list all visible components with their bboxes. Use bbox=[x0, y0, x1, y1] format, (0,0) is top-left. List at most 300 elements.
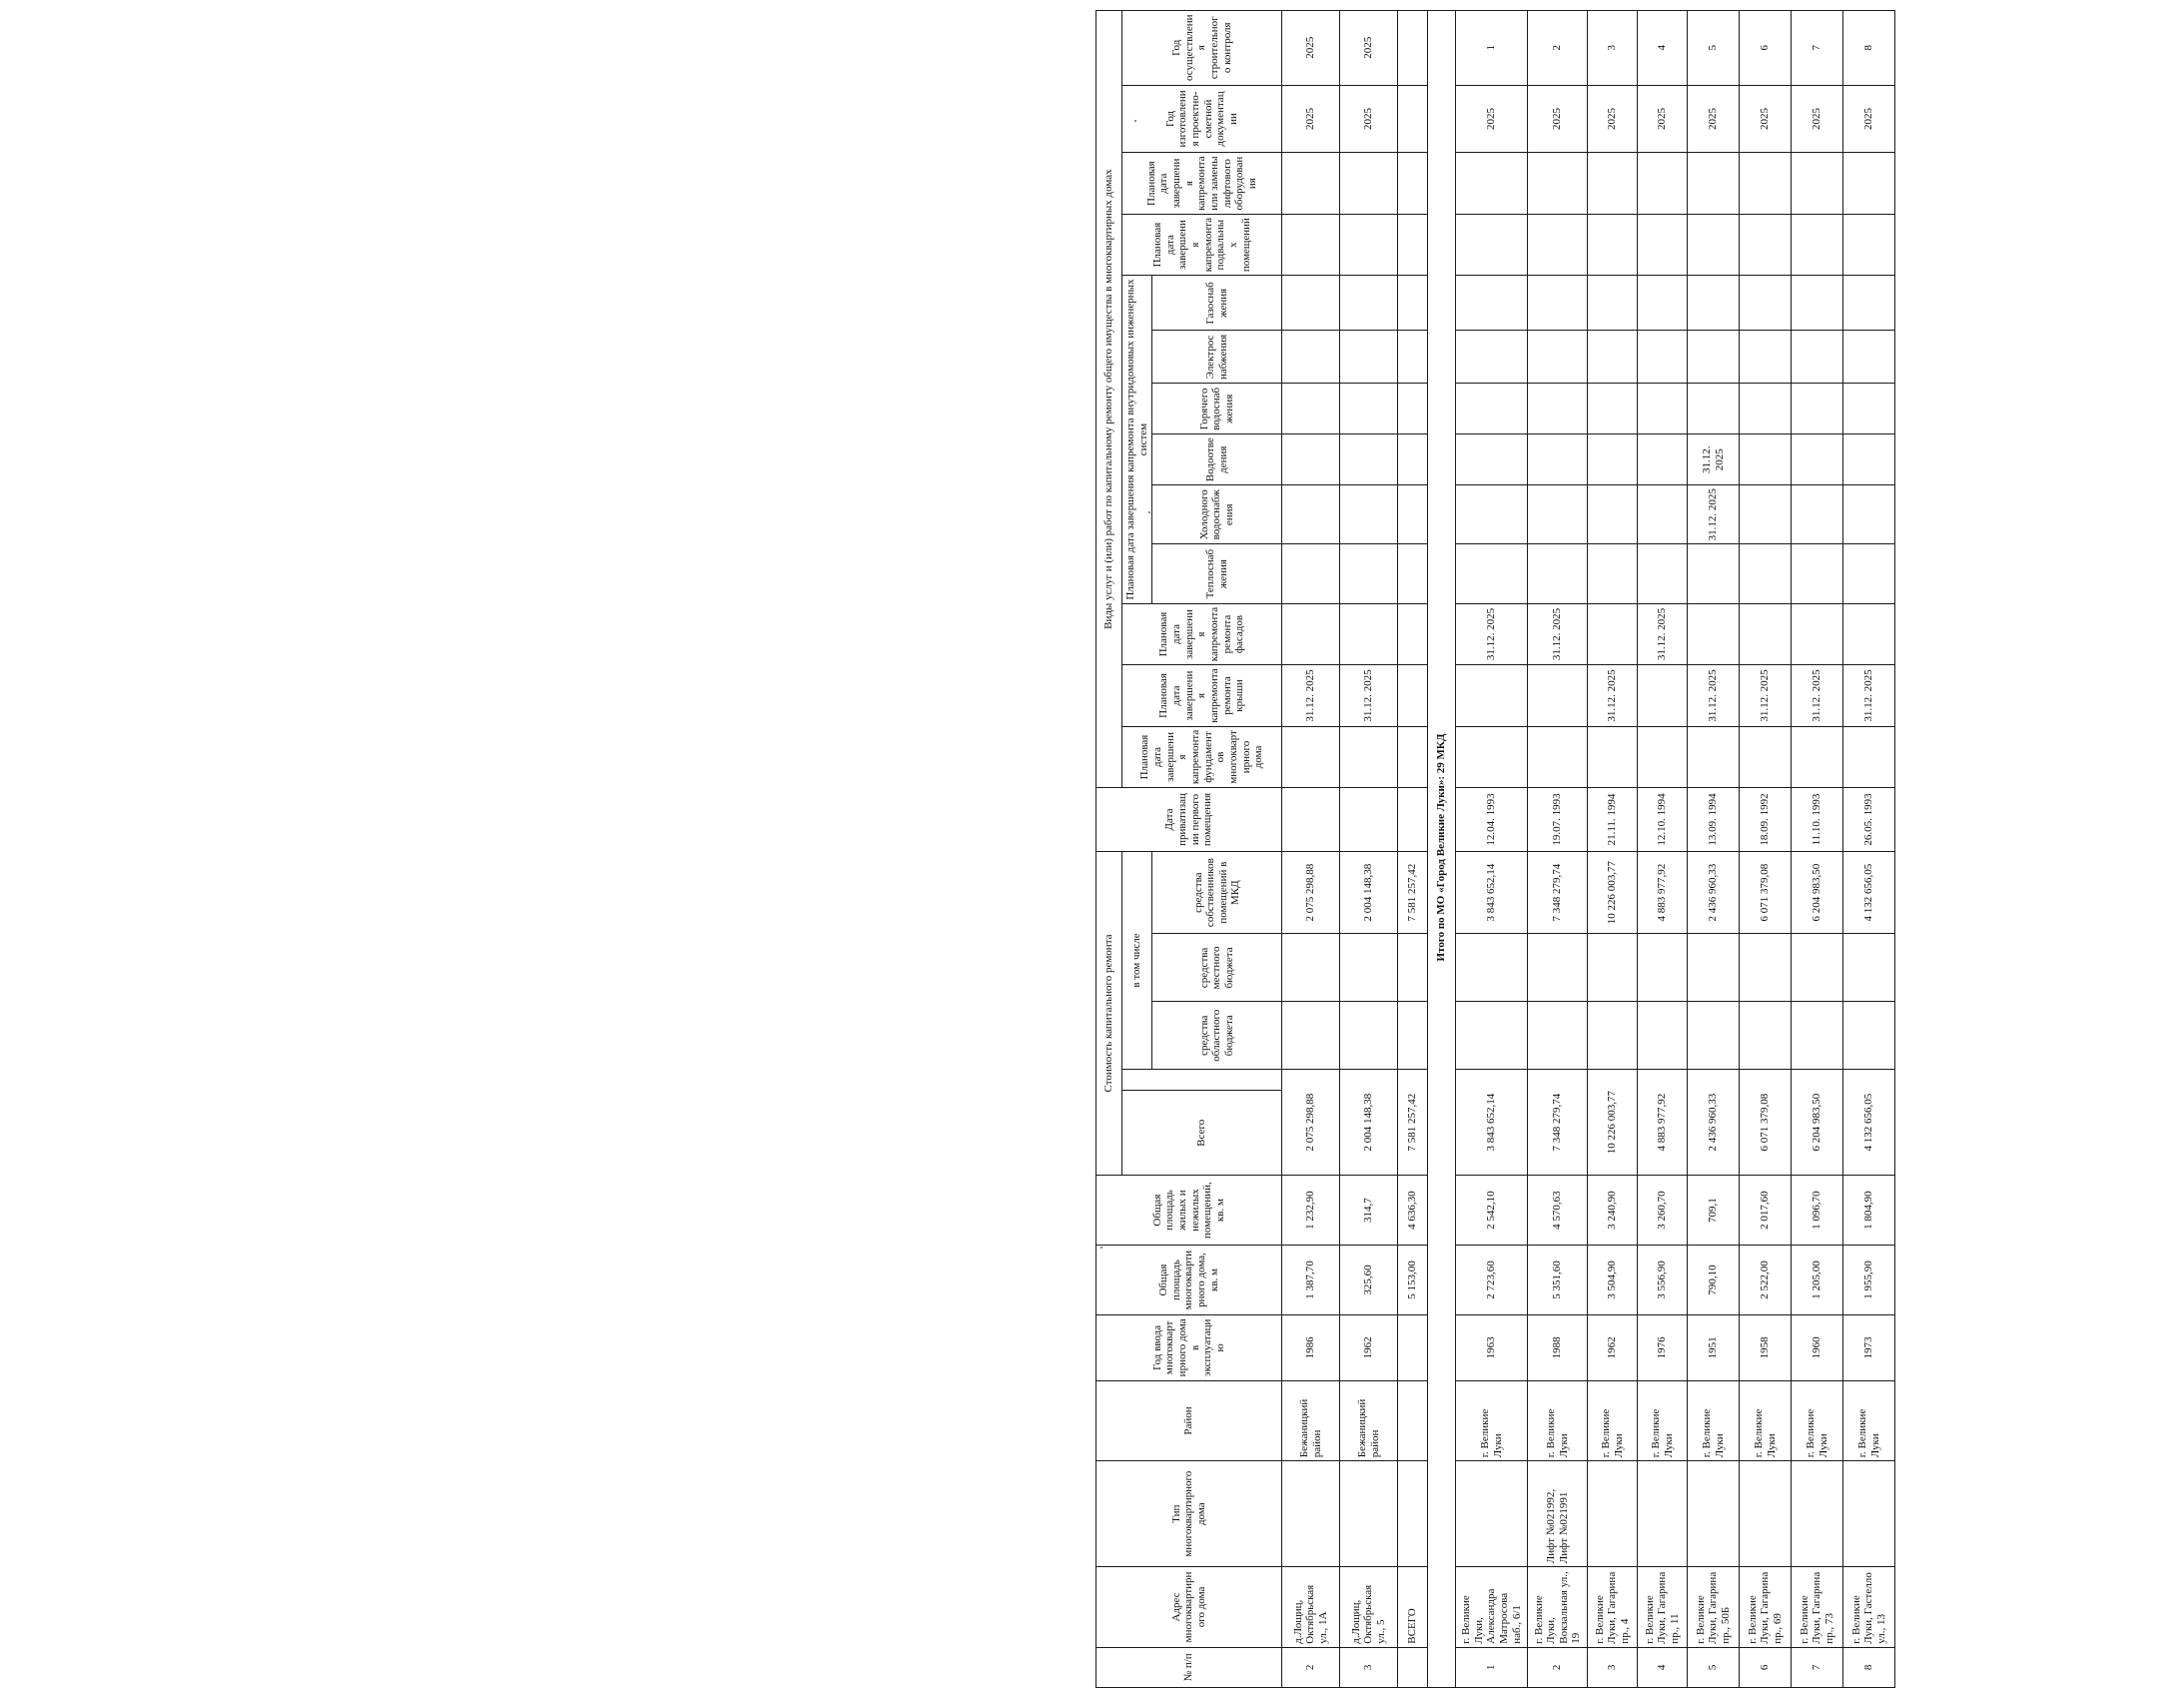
cell-year: 1986 bbox=[1282, 1315, 1340, 1381]
cell-design-year: 2025 bbox=[1740, 85, 1792, 153]
header-elevator: Плановая дата завершения капремонта или замены лифтового оборудования bbox=[1122, 153, 1282, 214]
cell-drainage bbox=[1843, 434, 1895, 485]
header-drainage: Водоотведения bbox=[1152, 434, 1282, 485]
cell-heat bbox=[1688, 544, 1740, 603]
cell-foundation bbox=[1456, 726, 1528, 787]
cell-local bbox=[1688, 934, 1740, 1002]
cell-control-year: 1 bbox=[1456, 11, 1528, 86]
cell-regional bbox=[1740, 1002, 1792, 1070]
table-row bbox=[1588, 11, 1638, 1688]
cell-cost-total: 4 132 656,05 bbox=[1843, 1070, 1895, 1176]
cell-elevator bbox=[1843, 153, 1895, 214]
cell-elevator bbox=[1282, 153, 1340, 214]
cell-foundation bbox=[1638, 726, 1688, 787]
cell-district: г. Великие Луки bbox=[1456, 1380, 1528, 1461]
cell-owners: 10 226 003,77 bbox=[1588, 851, 1638, 934]
header-year-built: Год ввода многоквартирного дома в эксплуатацию bbox=[1096, 1315, 1282, 1381]
header-group-engineering: Плановая дата завершения капремонта внутридомовых инженерных систем bbox=[1122, 276, 1152, 604]
cell-owners: 2 436 960,33 bbox=[1688, 851, 1740, 934]
cell-design-year: 2025 bbox=[1456, 85, 1528, 153]
header-hot-water: Горячего водоснабжения bbox=[1152, 384, 1282, 434]
table-body bbox=[1282, 11, 1895, 1688]
header-basement: Плановая дата завершения капремонта подвальных помещений bbox=[1122, 214, 1282, 275]
cell-num: 5 bbox=[1688, 1647, 1740, 1687]
cell-roof: 31.12. 2025 bbox=[1340, 665, 1398, 726]
cell-privatization bbox=[1340, 788, 1398, 852]
cell-num: 2 bbox=[1528, 1647, 1588, 1687]
cell-roof: 31.12. 2025 bbox=[1282, 665, 1340, 726]
cell-year: 1963 bbox=[1456, 1315, 1528, 1381]
cell-cold-water bbox=[1638, 485, 1688, 544]
cell-year: 1988 bbox=[1528, 1315, 1588, 1381]
header-group-works: Виды услуг и (или) работ по капитальному ремонту общего имущества в многоквартирных домах bbox=[1096, 11, 1122, 788]
cell-living-area: 3 260,70 bbox=[1638, 1176, 1688, 1246]
cell-cold-water bbox=[1792, 485, 1843, 544]
table-row bbox=[1282, 11, 1340, 1688]
cell-type bbox=[1843, 1461, 1895, 1567]
cell-gas bbox=[1843, 276, 1895, 331]
table-header bbox=[1096, 11, 1282, 1688]
cell-num: 8 bbox=[1843, 1647, 1895, 1687]
cell-roof: 31.12. 2025 bbox=[1843, 665, 1895, 726]
cell-year: 1960 bbox=[1792, 1315, 1843, 1381]
cell-living-area: 2 017,60 bbox=[1740, 1176, 1792, 1246]
cell-cost-total: 7 348 279,74 bbox=[1528, 1070, 1588, 1176]
header-group-cost: Стоимость капитального ремонта bbox=[1096, 851, 1122, 1175]
cell-foundation bbox=[1688, 726, 1740, 787]
header-control-year: Год осуществления строительного контроля bbox=[1122, 11, 1282, 86]
cell-facade bbox=[1740, 603, 1792, 664]
cell-basement bbox=[1792, 214, 1843, 275]
cell-local bbox=[1740, 934, 1792, 1002]
cell-electric bbox=[1688, 331, 1740, 384]
cell-hot-water bbox=[1340, 384, 1398, 434]
header-cold-water: Холодного водоснабжения bbox=[1152, 485, 1282, 544]
cell-foundation bbox=[1528, 726, 1588, 787]
cell-cost-total: 2 004 148,38 bbox=[1340, 1070, 1398, 1176]
cell-gas bbox=[1528, 276, 1588, 331]
cell-privatization: 18.09. 1992 bbox=[1740, 788, 1792, 852]
cell-total-area: 325,60 bbox=[1340, 1246, 1398, 1315]
cell-local bbox=[1638, 934, 1688, 1002]
cell-district: Бежаницкий район bbox=[1282, 1380, 1340, 1461]
scan-speck bbox=[1134, 120, 1136, 122]
cell-total-area: 2 723,60 bbox=[1456, 1246, 1528, 1315]
cell-gas bbox=[1740, 276, 1792, 331]
cell-facade: 31.12. 2025 bbox=[1638, 603, 1688, 664]
cell-hot-water bbox=[1740, 384, 1792, 434]
cell-roof bbox=[1528, 665, 1588, 726]
header-num: № п/п bbox=[1096, 1647, 1282, 1687]
cell-regional bbox=[1688, 1002, 1740, 1070]
cell-address: г. Великие Луки, Вокзальная ул., 19 bbox=[1528, 1567, 1588, 1648]
cell-basement bbox=[1282, 214, 1340, 275]
cell-regional bbox=[1588, 1002, 1638, 1070]
cell-local bbox=[1340, 934, 1398, 1002]
cell-cost-total: 3 843 652,14 bbox=[1456, 1070, 1528, 1176]
table-row bbox=[1740, 11, 1792, 1688]
cell-address: д.Лощиц, Октябрьская ул., 5 bbox=[1340, 1567, 1398, 1648]
capital-repair-register bbox=[1095, 10, 1895, 1688]
cell-total-area: 1 205,00 bbox=[1792, 1246, 1843, 1315]
cell-num: 3 bbox=[1340, 1647, 1398, 1687]
cell-roof bbox=[1638, 665, 1688, 726]
cell-control-year: 2025 bbox=[1340, 11, 1398, 86]
cell-local bbox=[1528, 934, 1588, 1002]
header-facade: Плановая дата завершения капремонта ремонта фасадов bbox=[1122, 603, 1282, 664]
cell-elevator bbox=[1638, 153, 1688, 214]
cell-living-area: 709,1 bbox=[1688, 1176, 1740, 1246]
cell-electric bbox=[1456, 331, 1528, 384]
cell-living-area: 1 232,90 bbox=[1282, 1176, 1340, 1246]
cell-num: 1 bbox=[1456, 1647, 1528, 1687]
cell-owners: 2 004 148,38 bbox=[1340, 851, 1398, 934]
header-electric: Электроснабжения bbox=[1152, 331, 1282, 384]
table-row bbox=[1688, 11, 1740, 1688]
cell-drainage bbox=[1588, 434, 1638, 485]
cell-local bbox=[1588, 934, 1638, 1002]
table-row bbox=[1638, 11, 1688, 1688]
cell-basement bbox=[1456, 214, 1528, 275]
cell-owners: 6 071 379,08 bbox=[1740, 851, 1792, 934]
cell-cold-water bbox=[1282, 485, 1340, 544]
cell-drainage bbox=[1792, 434, 1843, 485]
cell-heat bbox=[1340, 544, 1398, 603]
cell-district: г. Великие Луки bbox=[1638, 1380, 1688, 1461]
cell-basement bbox=[1843, 214, 1895, 275]
cell-foundation bbox=[1843, 726, 1895, 787]
cell-design-year: 2025 bbox=[1638, 85, 1688, 153]
cell-gas bbox=[1588, 276, 1638, 331]
cell-basement bbox=[1740, 214, 1792, 275]
cell-local bbox=[1792, 934, 1843, 1002]
cell-design-year: 2025 bbox=[1843, 85, 1895, 153]
header-type: Тип многоквартирного дома bbox=[1096, 1461, 1282, 1567]
cell-privatization: 13.09. 1994 bbox=[1688, 788, 1740, 852]
cell-roof bbox=[1456, 665, 1528, 726]
cell-living-area: 4 570,63 bbox=[1528, 1176, 1588, 1246]
cell-design-year: 2025 bbox=[1528, 85, 1588, 153]
header-roof: Плановая дата завершения капремонта ремонта крыши bbox=[1122, 665, 1282, 726]
cell-district: г. Великие Луки bbox=[1792, 1380, 1843, 1461]
living-area-sum: 4 636,30 bbox=[1398, 1176, 1428, 1246]
header-privatization: Дата приватизации первого помещения bbox=[1096, 788, 1282, 852]
cell-facade bbox=[1688, 603, 1740, 664]
cell-total-area: 1 955,90 bbox=[1843, 1246, 1895, 1315]
scan-speck bbox=[1148, 511, 1150, 513]
cell-facade bbox=[1282, 603, 1340, 664]
section-title: Итого по МО «Город Великие Луки»: 29 МКД bbox=[1428, 11, 1456, 1688]
cell-privatization: 19.07. 1993 bbox=[1528, 788, 1588, 852]
owners-sum: 7 581 257,42 bbox=[1398, 851, 1428, 934]
table-row bbox=[1456, 11, 1528, 1688]
cell-facade bbox=[1588, 603, 1638, 664]
cell-design-year: 2025 bbox=[1588, 85, 1638, 153]
cell-address: г. Великие Луки, Александра Матросова наб., 6/1 bbox=[1456, 1567, 1528, 1648]
cell-cost-total: 6 204 983,50 bbox=[1792, 1070, 1843, 1176]
cell-total-area: 3 504,90 bbox=[1588, 1246, 1638, 1315]
cell-drainage bbox=[1740, 434, 1792, 485]
cell-basement bbox=[1528, 214, 1588, 275]
cell-regional bbox=[1792, 1002, 1843, 1070]
cell-num: 4 bbox=[1638, 1647, 1688, 1687]
cell-type bbox=[1638, 1461, 1688, 1567]
cell-district: г. Великие Луки bbox=[1528, 1380, 1588, 1461]
cell-cost-total: 6 071 379,08 bbox=[1740, 1070, 1792, 1176]
total-label: ВСЕГО bbox=[1398, 1567, 1428, 1648]
table-row bbox=[1792, 11, 1843, 1688]
cell-district: г. Великие Луки bbox=[1588, 1380, 1638, 1461]
header-owners: средства собственников помещений в МКД bbox=[1152, 851, 1282, 934]
cell-hot-water bbox=[1638, 384, 1688, 434]
cell-drainage bbox=[1340, 434, 1398, 485]
cell-privatization bbox=[1282, 788, 1340, 852]
cell-heat bbox=[1588, 544, 1638, 603]
cell-gas bbox=[1456, 276, 1528, 331]
cell-year: 1951 bbox=[1688, 1315, 1740, 1381]
cell-facade bbox=[1792, 603, 1843, 664]
total-row bbox=[1398, 11, 1428, 1688]
cell-cold-water bbox=[1588, 485, 1638, 544]
cell-foundation bbox=[1340, 726, 1398, 787]
cell-elevator bbox=[1340, 153, 1398, 214]
cell-district: г. Великие Луки bbox=[1843, 1380, 1895, 1461]
cell-regional bbox=[1456, 1002, 1528, 1070]
cell-regional bbox=[1282, 1002, 1340, 1070]
cell-cold-water: 31.12. 2025 bbox=[1688, 485, 1740, 544]
cell-year: 1962 bbox=[1340, 1315, 1398, 1381]
cell-heat bbox=[1843, 544, 1895, 603]
cell-design-year: 2025 bbox=[1340, 85, 1398, 153]
cell-basement bbox=[1638, 214, 1688, 275]
cell-privatization: 12.04. 1993 bbox=[1456, 788, 1528, 852]
cell-cost-total: 2 075 298,88 bbox=[1282, 1070, 1340, 1176]
cell-address: г. Великие Луки, Гастелло ул., 13 bbox=[1843, 1567, 1895, 1648]
cell-control-year: 4 bbox=[1638, 11, 1688, 86]
cell-type: Лифт №021992, Лифт №021991 bbox=[1528, 1461, 1588, 1567]
section-header-row bbox=[1428, 11, 1456, 1688]
cell-drainage bbox=[1528, 434, 1588, 485]
cell-owners: 4 132 656,05 bbox=[1843, 851, 1895, 934]
cell-electric bbox=[1340, 331, 1398, 384]
cell-privatization: 26.05. 1993 bbox=[1843, 788, 1895, 852]
cell-owners: 2 075 298,88 bbox=[1282, 851, 1340, 934]
cell-cold-water bbox=[1843, 485, 1895, 544]
cell-electric bbox=[1282, 331, 1340, 384]
cell-year: 1958 bbox=[1740, 1315, 1792, 1381]
cell-elevator bbox=[1740, 153, 1792, 214]
cell-electric bbox=[1528, 331, 1588, 384]
cell-design-year: 2025 bbox=[1688, 85, 1740, 153]
cell-type bbox=[1282, 1461, 1340, 1567]
cell-drainage bbox=[1282, 434, 1340, 485]
cell-roof: 31.12. 2025 bbox=[1740, 665, 1792, 726]
cell-facade bbox=[1843, 603, 1895, 664]
cell-electric bbox=[1843, 331, 1895, 384]
cell-heat bbox=[1456, 544, 1528, 603]
table-row bbox=[1528, 11, 1588, 1688]
header-address: Адрес многоквартирного дома bbox=[1096, 1567, 1282, 1648]
cell-type bbox=[1588, 1461, 1638, 1567]
cell-type bbox=[1456, 1461, 1528, 1567]
scan-speck bbox=[1100, 1247, 1102, 1249]
cell-cost-total: 10 226 003,77 bbox=[1588, 1070, 1638, 1176]
table-row bbox=[1340, 11, 1398, 1688]
cell-drainage: 31.12. 2025 bbox=[1688, 434, 1740, 485]
cell-total-area: 2 522,00 bbox=[1740, 1246, 1792, 1315]
cell-hot-water bbox=[1528, 384, 1588, 434]
cell-privatization: 11.10. 1993 bbox=[1792, 788, 1843, 852]
cell-local bbox=[1843, 934, 1895, 1002]
cell-num: 3 bbox=[1588, 1647, 1638, 1687]
header-total-area: Общая площадь многоквартирного дома, кв. м bbox=[1096, 1246, 1282, 1315]
cell-total-area: 1 387,70 bbox=[1282, 1246, 1340, 1315]
cell-heat bbox=[1792, 544, 1843, 603]
cell-elevator bbox=[1528, 153, 1588, 214]
cell-regional bbox=[1340, 1002, 1398, 1070]
cell-type bbox=[1792, 1461, 1843, 1567]
cell-cold-water bbox=[1740, 485, 1792, 544]
cell-roof: 31.12. 2025 bbox=[1792, 665, 1843, 726]
header-local: средства местного бюджета bbox=[1152, 934, 1282, 1002]
cell-gas bbox=[1340, 276, 1398, 331]
cell-elevator bbox=[1456, 153, 1528, 214]
cost-total-sum: 7 581 257,42 bbox=[1398, 1070, 1428, 1176]
table-row bbox=[1843, 11, 1895, 1688]
rotated-register-table bbox=[1095, 10, 2184, 1688]
header-heat: Теплоснабжения bbox=[1152, 544, 1282, 603]
cell-living-area: 314,7 bbox=[1340, 1176, 1398, 1246]
cell-facade: 31.12. 2025 bbox=[1456, 603, 1528, 664]
cell-year: 1962 bbox=[1588, 1315, 1638, 1381]
cell-district: Бежаницкий район bbox=[1340, 1380, 1398, 1461]
cell-hot-water bbox=[1456, 384, 1528, 434]
cell-total-area: 790,10 bbox=[1688, 1246, 1740, 1315]
cell-electric bbox=[1588, 331, 1638, 384]
cell-address: д.Лощиц, Октябрьская ул., 1А bbox=[1282, 1567, 1340, 1648]
cell-owners: 4 883 977,92 bbox=[1638, 851, 1688, 934]
cell-control-year: 6 bbox=[1740, 11, 1792, 86]
cell-heat bbox=[1528, 544, 1588, 603]
cell-living-area: 1 804,90 bbox=[1843, 1176, 1895, 1246]
cell-gas bbox=[1792, 276, 1843, 331]
cell-facade: 31.12. 2025 bbox=[1528, 603, 1588, 664]
cell-local bbox=[1456, 934, 1528, 1002]
cell-control-year: 7 bbox=[1792, 11, 1843, 86]
cell-privatization: 21.11. 1994 bbox=[1588, 788, 1638, 852]
cell-control-year: 2 bbox=[1528, 11, 1588, 86]
cell-electric bbox=[1740, 331, 1792, 384]
cell-control-year: 3 bbox=[1588, 11, 1638, 86]
cell-foundation bbox=[1588, 726, 1638, 787]
cell-heat bbox=[1282, 544, 1340, 603]
cell-type bbox=[1740, 1461, 1792, 1567]
header-blank-spacer bbox=[1122, 1070, 1282, 1091]
header-cost-total: Всего bbox=[1122, 1091, 1282, 1176]
cell-owners: 7 348 279,74 bbox=[1528, 851, 1588, 934]
header-design-year: Год изготовления проектно-сметной документации bbox=[1122, 85, 1282, 153]
header-gas: Газоснабжения bbox=[1152, 276, 1282, 331]
cell-address: г. Великие Луки, Гагарина пр., 73 bbox=[1792, 1567, 1843, 1648]
cell-cold-water bbox=[1456, 485, 1528, 544]
cell-cold-water bbox=[1340, 485, 1398, 544]
cell-design-year: 2025 bbox=[1282, 85, 1340, 153]
cell-foundation bbox=[1792, 726, 1843, 787]
cell-regional bbox=[1843, 1002, 1895, 1070]
cell-facade bbox=[1340, 603, 1398, 664]
cell-address: г. Великие Луки, Гагарина пр., 50Б bbox=[1688, 1567, 1740, 1648]
cell-control-year: 8 bbox=[1843, 11, 1895, 86]
cell-owners: 3 843 652,14 bbox=[1456, 851, 1528, 934]
cell-cold-water bbox=[1528, 485, 1588, 544]
cell-drainage bbox=[1456, 434, 1528, 485]
cell-num: 2 bbox=[1282, 1647, 1340, 1687]
cell-gas bbox=[1688, 276, 1740, 331]
cell-elevator bbox=[1688, 153, 1740, 214]
cell-cost-total: 2 436 960,33 bbox=[1688, 1070, 1740, 1176]
cell-total-area: 5 351,60 bbox=[1528, 1246, 1588, 1315]
cell-num: 6 bbox=[1740, 1647, 1792, 1687]
cell-hot-water bbox=[1843, 384, 1895, 434]
header-regional: средства областного бюджета bbox=[1152, 1002, 1282, 1070]
cell-living-area: 3 240,90 bbox=[1588, 1176, 1638, 1246]
cell-cost-total: 4 883 977,92 bbox=[1638, 1070, 1688, 1176]
cell-district: г. Великие Луки bbox=[1688, 1380, 1740, 1461]
cell-type bbox=[1688, 1461, 1740, 1567]
cell-living-area: 2 542,10 bbox=[1456, 1176, 1528, 1246]
header-group-including: в том числе bbox=[1122, 851, 1152, 1069]
cell-regional bbox=[1638, 1002, 1688, 1070]
cell-hot-water bbox=[1282, 384, 1340, 434]
cell-basement bbox=[1340, 214, 1398, 275]
cell-address: г. Великие Луки, Гагарина пр., 4 bbox=[1588, 1567, 1638, 1648]
cell-drainage bbox=[1638, 434, 1688, 485]
cell-heat bbox=[1740, 544, 1792, 603]
cell-year: 1976 bbox=[1638, 1315, 1688, 1381]
header-district: Район bbox=[1096, 1380, 1282, 1461]
cell-regional bbox=[1528, 1002, 1588, 1070]
cell-gas bbox=[1282, 276, 1340, 331]
cell-total-area: 3 556,90 bbox=[1638, 1246, 1688, 1315]
cell-roof: 31.12. 2025 bbox=[1688, 665, 1740, 726]
cell-owners: 6 204 983,50 bbox=[1792, 851, 1843, 934]
cell-electric bbox=[1792, 331, 1843, 384]
cell-control-year: 5 bbox=[1688, 11, 1740, 86]
header-living-area: Общая площадь жилых и нежилых помещений, кв. м bbox=[1096, 1176, 1282, 1246]
cell-basement bbox=[1688, 214, 1740, 275]
cell-hot-water bbox=[1688, 384, 1740, 434]
cell-address: г. Великие Луки, Гагарина пр., 11 bbox=[1638, 1567, 1688, 1648]
cell-foundation bbox=[1282, 726, 1340, 787]
cell-roof: 31.12. 2025 bbox=[1588, 665, 1638, 726]
cell-design-year: 2025 bbox=[1792, 85, 1843, 153]
cell-elevator bbox=[1588, 153, 1638, 214]
cell-control-year: 2025 bbox=[1282, 11, 1340, 86]
header-foundation: Плановая дата завершения капремонта фундаментов многоквартирного дома bbox=[1122, 726, 1282, 787]
cell-gas bbox=[1638, 276, 1688, 331]
cell-elevator bbox=[1792, 153, 1843, 214]
cell-local bbox=[1282, 934, 1340, 1002]
total-area-sum: 5 153,00 bbox=[1398, 1246, 1428, 1315]
cell-living-area: 1 096,70 bbox=[1792, 1176, 1843, 1246]
cell-hot-water bbox=[1588, 384, 1638, 434]
cell-foundation bbox=[1740, 726, 1792, 787]
cell-type bbox=[1340, 1461, 1398, 1567]
cell-privatization: 12.10. 1994 bbox=[1638, 788, 1688, 852]
cell-address: г. Великие Луки, Гагарина пр., 69 bbox=[1740, 1567, 1792, 1648]
cell-heat bbox=[1638, 544, 1688, 603]
cell-year: 1973 bbox=[1843, 1315, 1895, 1381]
